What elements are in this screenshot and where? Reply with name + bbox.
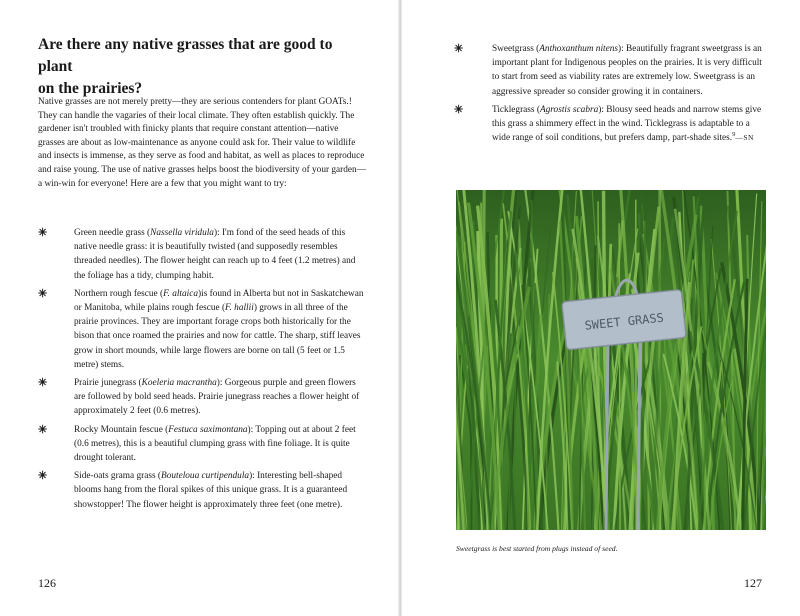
left-page [0, 0, 398, 616]
list-item: ✳ Sweetgrass (Anthoxanthum nitens): Beautifully fragrant sweetgrass is an important plant for Indigenous peoples on the prairies. It is very difficult to start from seed as viability rates are extremely low. Sweetgrass is an aggressive spreader so consider growing it in containers. [454, 43, 762, 97]
heading-line-2: on the prairies? [38, 80, 143, 97]
sign-text: SWEET GRASS [583, 310, 665, 333]
asterisk-bullet-icon: ✳ [38, 377, 48, 390]
latin-name: F. hallii [225, 303, 254, 314]
latin-name: Agrostis scabra [539, 104, 599, 115]
list-item: ✳ Side-oats grama grass (Bouteloua curtipendula): Interesting bell-shaped blooms hang from the floral spikes of this unique grass. It is a guaranteed showstopper! The flower height is approximately three feet (one metre). [38, 470, 348, 510]
asterisk-bullet-icon: ✳ [38, 227, 48, 239]
author-signature: —SN [735, 133, 754, 143]
asterisk-bullet-icon: ✳ [38, 423, 48, 436]
list-item: ✳ Northern rough fescue (F. altaica)is found in Alberta but not in Saskatchewan or Manitoba, while plains rough fescue (F. hallii) grows in all three of the prairie provinces. They are important forage crops both historically for the bison that once roamed the prairies and now for cattle. The sharp, stiff leaves grow in short mounds, while large flowers are borne on tall (5 feet or 1.5 metre) stems. [38, 287, 364, 370]
list-item: ✳ Rocky Mountain fescue (Festuca saximontana): Topping out at about 2 feet (0.6 metres), this is a beautiful clumping grass with fine foliage. It is quite drought tolerant. [38, 423, 356, 464]
intro-paragraph: Native grasses are not merely pretty—they are serious contenders for plant GOATs.! They can handle the vagaries of their local climate. They often establish quickly. The gardener isn't troubled with finicky plants that require constant attention—native grasses are about as low-maintenance as anyone could ask for. Their value to wildlife and insects is immense, as they serve as food and habitat, as well as places to reproduce and raise young. The use of native grasses helps boost the biodiversity of your garden—a win-win for everyone! Here are a few that you might want to try: [38, 97, 366, 189]
latin-name: Nassella viridula [150, 228, 214, 238]
footnote-marker: 9 [732, 131, 736, 139]
asterisk-bullet-icon: ✳ [454, 43, 464, 55]
latin-name: F. altaica [163, 288, 199, 299]
sweetgrass-photo-image [456, 190, 766, 530]
latin-name: Festuca saximontana [168, 424, 248, 435]
heading-line-1: Are there any native grasses that are good to plant [38, 36, 333, 75]
photo-caption: Sweetgrass is best started from plugs instead of seed. [456, 544, 618, 553]
grass-list-right [454, 42, 770, 149]
list-item: ✳ Prairie junegrass (Koeleria macrantha): Gorgeous purple and green flowers are followed by bold seed heads. Prairie junegrass reaches a flower height of approximately 2 feet (0.6 metres). [38, 377, 360, 417]
right-page [402, 0, 800, 616]
grass-list-left [38, 226, 368, 516]
list-item: ✳ Ticklegrass (Agrostis scabra): Blousy seed heads and narrow stems give this grass a shimmery effect in the wind. Ticklegrass is adaptable to a wide range of soil conditions, but prefers damp, part-shade sites.$^9$—SN [454, 103, 762, 144]
latin-name: Bouteloua curtipendula [161, 471, 250, 482]
asterisk-bullet-icon: ✳ [38, 470, 48, 483]
grass-blade [763, 357, 764, 530]
page-number-left: 126 [38, 576, 56, 590]
sweetgrass-photo [456, 190, 766, 530]
latin-name: Anthoxanthum nitens [539, 44, 619, 54]
page-number-right: 127 [744, 576, 762, 590]
page-heading [38, 34, 358, 100]
list-item: ✳ Green needle grass (Nassella viridula): I'm fond of the seed heads of this native needle grass: it is beautifully twisted (and supposedly resembles threaded needles). The flower height can reach up to 4 feet (1.2 metres) and the foliage has a tidy, clumping habit. [38, 227, 356, 281]
asterisk-bullet-icon: ✳ [38, 287, 48, 300]
asterisk-bullet-icon: ✳ [454, 103, 464, 116]
latin-name: Koeleria macrantha [141, 378, 217, 389]
